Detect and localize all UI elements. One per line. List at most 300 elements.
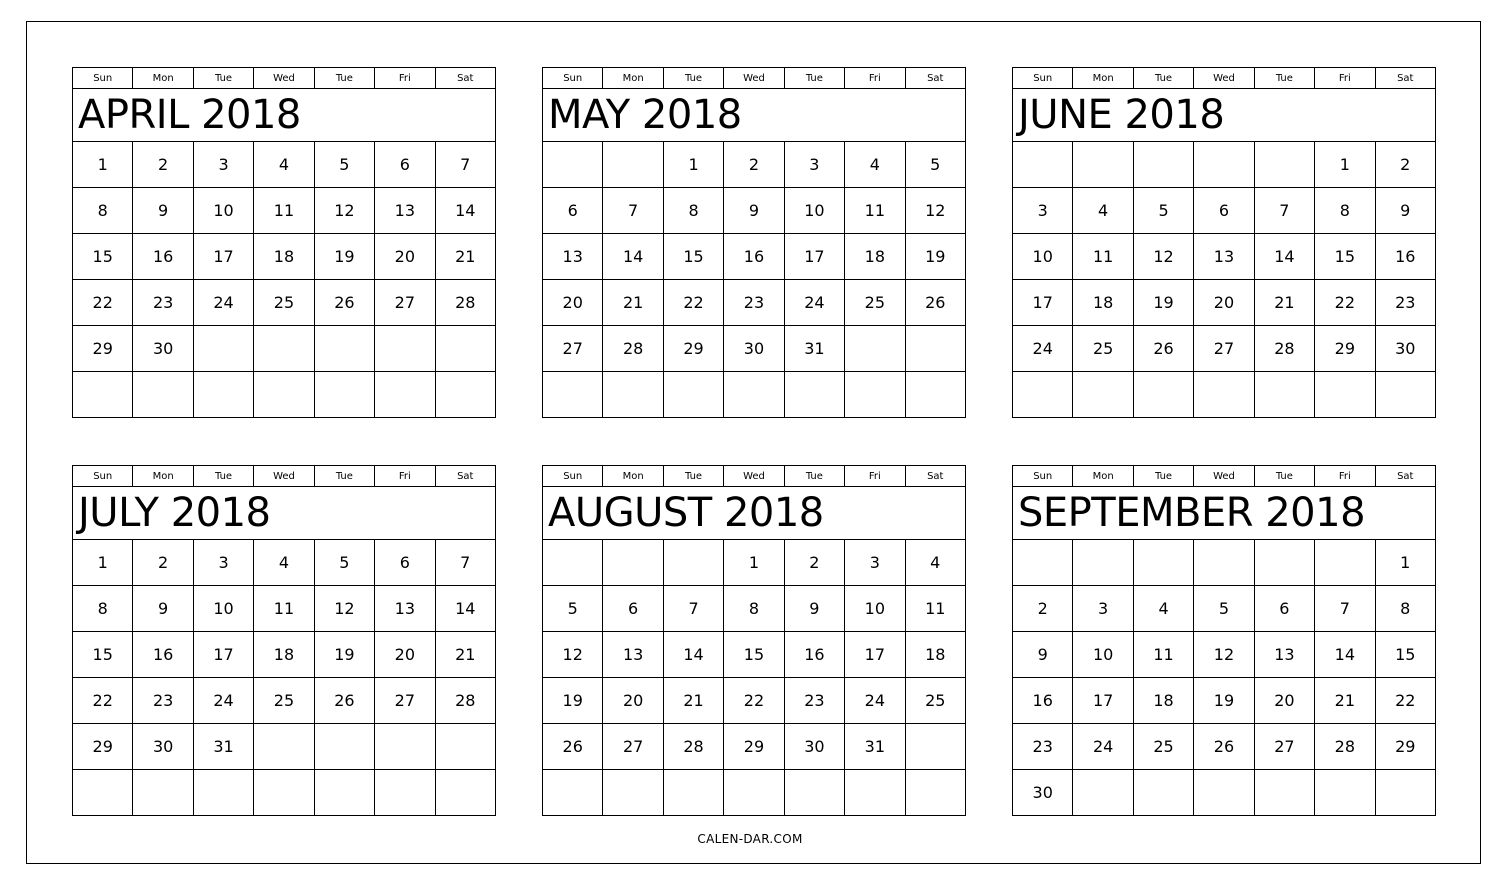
day-cell [663, 540, 723, 586]
week-row [1013, 372, 1436, 418]
week-row [543, 724, 966, 770]
weekday-header: Mon [133, 68, 193, 89]
day-cell: 24 [193, 678, 253, 724]
weekday-header: Tue [784, 466, 844, 487]
day-cell: 21 [435, 234, 495, 280]
footer-site-name: CALEN-DAR.COM [697, 832, 803, 846]
weekday-header-row [543, 466, 966, 487]
day-cell: 16 [1013, 678, 1073, 724]
day-cell: 2 [1375, 142, 1435, 188]
week-row [73, 326, 496, 372]
day-cell: 29 [73, 326, 133, 372]
day-cell: 7 [663, 586, 723, 632]
day-cell: 24 [784, 280, 844, 326]
day-cell: 28 [1254, 326, 1314, 372]
day-cell: 17 [845, 632, 905, 678]
month-title: AUGUST 2018 [543, 487, 966, 540]
day-cell: 21 [435, 632, 495, 678]
day-cell: 15 [1315, 234, 1375, 280]
weekday-header: Tue [314, 68, 374, 89]
day-cell: 21 [1254, 280, 1314, 326]
day-cell [543, 142, 603, 188]
weekday-header: Tue [193, 466, 253, 487]
day-cell: 27 [375, 280, 435, 326]
day-cell: 12 [905, 188, 965, 234]
weekday-header: Sun [73, 68, 133, 89]
day-cell [845, 770, 905, 816]
day-cell [133, 770, 193, 816]
week-row [543, 188, 966, 234]
day-cell: 31 [845, 724, 905, 770]
day-cell: 8 [1375, 586, 1435, 632]
day-cell: 31 [784, 326, 844, 372]
day-cell [1254, 142, 1314, 188]
day-cell: 5 [314, 540, 374, 586]
weekday-header: Mon [1073, 466, 1133, 487]
day-cell: 22 [663, 280, 723, 326]
day-cell [73, 372, 133, 418]
day-cell: 10 [193, 586, 253, 632]
week-row [543, 326, 966, 372]
day-cell [1194, 540, 1254, 586]
day-cell: 23 [133, 280, 193, 326]
day-cell: 19 [314, 234, 374, 280]
day-cell: 22 [1375, 678, 1435, 724]
day-cell: 30 [1375, 326, 1435, 372]
day-cell [254, 372, 314, 418]
day-cell [663, 372, 723, 418]
day-cell [1315, 372, 1375, 418]
day-cell [435, 372, 495, 418]
weekday-header: Fri [845, 466, 905, 487]
day-cell: 4 [905, 540, 965, 586]
day-cell: 9 [784, 586, 844, 632]
day-cell: 8 [663, 188, 723, 234]
day-cell: 16 [724, 234, 784, 280]
day-cell: 24 [845, 678, 905, 724]
day-cell: 13 [375, 586, 435, 632]
weekday-header: Sun [73, 466, 133, 487]
day-cell: 19 [314, 632, 374, 678]
day-cell: 7 [603, 188, 663, 234]
day-cell [314, 724, 374, 770]
day-cell [1133, 540, 1193, 586]
day-cell: 29 [1315, 326, 1375, 372]
day-cell: 6 [543, 188, 603, 234]
day-cell: 22 [73, 678, 133, 724]
day-cell: 13 [543, 234, 603, 280]
day-cell: 5 [543, 586, 603, 632]
day-cell: 5 [1194, 586, 1254, 632]
day-cell: 5 [314, 142, 374, 188]
week-row [1013, 678, 1436, 724]
day-cell: 2 [133, 142, 193, 188]
day-cell [1194, 770, 1254, 816]
day-cell [845, 372, 905, 418]
weekday-header: Tue [663, 466, 723, 487]
day-cell [254, 724, 314, 770]
day-cell [435, 326, 495, 372]
day-cell: 29 [724, 724, 784, 770]
day-cell: 30 [133, 724, 193, 770]
day-cell [1194, 372, 1254, 418]
day-cell: 27 [543, 326, 603, 372]
month-grid [1012, 465, 1436, 816]
day-cell: 4 [254, 540, 314, 586]
day-cell: 14 [1254, 234, 1314, 280]
month-title: APRIL 2018 [73, 89, 496, 142]
day-cell: 4 [254, 142, 314, 188]
day-cell: 27 [375, 678, 435, 724]
day-cell [375, 372, 435, 418]
week-row [1013, 632, 1436, 678]
day-cell: 3 [845, 540, 905, 586]
day-cell: 13 [603, 632, 663, 678]
day-cell: 28 [663, 724, 723, 770]
day-cell: 28 [1315, 724, 1375, 770]
day-cell: 3 [193, 142, 253, 188]
week-row [1013, 540, 1436, 586]
day-cell: 24 [193, 280, 253, 326]
day-cell: 17 [1073, 678, 1133, 724]
day-cell: 1 [73, 540, 133, 586]
day-cell: 5 [1133, 188, 1193, 234]
day-cell: 15 [724, 632, 784, 678]
day-cell: 15 [663, 234, 723, 280]
day-cell: 18 [254, 632, 314, 678]
week-row [1013, 586, 1436, 632]
weekday-header: Sat [435, 68, 495, 89]
day-cell [784, 372, 844, 418]
week-row [73, 586, 496, 632]
day-cell [1013, 142, 1073, 188]
week-row [1013, 142, 1436, 188]
day-cell: 6 [603, 586, 663, 632]
day-cell: 17 [193, 632, 253, 678]
day-cell: 25 [254, 280, 314, 326]
weekday-header: Sun [1013, 68, 1073, 89]
day-cell: 26 [314, 678, 374, 724]
day-cell: 28 [435, 280, 495, 326]
day-cell [1073, 372, 1133, 418]
day-cell: 16 [784, 632, 844, 678]
month-title: MAY 2018 [543, 89, 966, 142]
day-cell: 22 [1315, 280, 1375, 326]
weekday-header: Sat [905, 68, 965, 89]
day-cell: 9 [133, 586, 193, 632]
day-cell [1315, 770, 1375, 816]
day-cell: 4 [845, 142, 905, 188]
day-cell: 2 [133, 540, 193, 586]
week-row [1013, 280, 1436, 326]
day-cell [603, 770, 663, 816]
day-cell [1375, 372, 1435, 418]
day-cell: 20 [1194, 280, 1254, 326]
day-cell: 25 [254, 678, 314, 724]
day-cell: 29 [663, 326, 723, 372]
day-cell: 1 [73, 142, 133, 188]
week-row [73, 724, 496, 770]
weekday-header: Sat [1375, 68, 1435, 89]
day-cell [603, 142, 663, 188]
day-cell: 27 [1254, 724, 1314, 770]
day-cell: 21 [1315, 678, 1375, 724]
day-cell: 10 [845, 586, 905, 632]
day-cell [724, 770, 784, 816]
day-cell: 28 [603, 326, 663, 372]
month-grid [1012, 67, 1436, 418]
day-cell [1073, 770, 1133, 816]
day-cell: 3 [1013, 188, 1073, 234]
day-cell: 1 [1375, 540, 1435, 586]
day-cell: 24 [1073, 724, 1133, 770]
day-cell: 23 [724, 280, 784, 326]
day-cell [435, 770, 495, 816]
day-cell: 20 [375, 632, 435, 678]
day-cell: 23 [784, 678, 844, 724]
day-cell: 10 [193, 188, 253, 234]
day-cell: 2 [784, 540, 844, 586]
day-cell: 14 [435, 188, 495, 234]
day-cell: 12 [1194, 632, 1254, 678]
day-cell: 22 [724, 678, 784, 724]
day-cell: 10 [1013, 234, 1073, 280]
calendar-may-2018 [542, 67, 966, 418]
week-row [73, 770, 496, 816]
day-cell: 25 [1133, 724, 1193, 770]
day-cell [133, 372, 193, 418]
weekday-header-row [1013, 466, 1436, 487]
day-cell [375, 724, 435, 770]
day-cell: 19 [1194, 678, 1254, 724]
day-cell [1254, 372, 1314, 418]
day-cell: 13 [1254, 632, 1314, 678]
week-row [73, 632, 496, 678]
day-cell [1013, 372, 1073, 418]
week-row [543, 280, 966, 326]
day-cell: 30 [133, 326, 193, 372]
day-cell: 20 [603, 678, 663, 724]
day-cell: 29 [73, 724, 133, 770]
week-row [543, 586, 966, 632]
day-cell: 4 [1073, 188, 1133, 234]
day-cell [375, 326, 435, 372]
weekday-header-row [73, 68, 496, 89]
weekday-header: Sat [1375, 466, 1435, 487]
day-cell: 15 [73, 234, 133, 280]
day-cell: 14 [435, 586, 495, 632]
weekday-header: Sun [543, 466, 603, 487]
weekday-header: Fri [375, 68, 435, 89]
weekday-header: Fri [1315, 466, 1375, 487]
day-cell: 26 [314, 280, 374, 326]
day-cell: 11 [1073, 234, 1133, 280]
day-cell [603, 540, 663, 586]
day-cell: 22 [73, 280, 133, 326]
day-cell: 19 [543, 678, 603, 724]
day-cell: 23 [1013, 724, 1073, 770]
day-cell [314, 326, 374, 372]
day-cell: 1 [1315, 142, 1375, 188]
day-cell: 5 [905, 142, 965, 188]
day-cell: 11 [254, 188, 314, 234]
month-grid [542, 465, 966, 816]
day-cell [193, 326, 253, 372]
weekday-header: Tue [1133, 466, 1193, 487]
day-cell: 12 [314, 188, 374, 234]
day-cell: 11 [254, 586, 314, 632]
month-title: JUNE 2018 [1013, 89, 1436, 142]
calendar-april-2018 [72, 67, 496, 418]
day-cell: 10 [1073, 632, 1133, 678]
day-cell: 13 [375, 188, 435, 234]
day-cell: 15 [1375, 632, 1435, 678]
weekday-header: Mon [603, 466, 663, 487]
weekday-header: Fri [845, 68, 905, 89]
day-cell [254, 326, 314, 372]
day-cell [1194, 142, 1254, 188]
day-cell: 17 [1013, 280, 1073, 326]
day-cell [905, 372, 965, 418]
week-row [1013, 188, 1436, 234]
day-cell [375, 770, 435, 816]
weekday-header: Wed [724, 68, 784, 89]
day-cell [724, 372, 784, 418]
day-cell: 19 [1133, 280, 1193, 326]
day-cell: 14 [603, 234, 663, 280]
month-grid [72, 465, 496, 816]
weekday-header: Tue [1133, 68, 1193, 89]
day-cell: 3 [193, 540, 253, 586]
month-title: JULY 2018 [73, 487, 496, 540]
calendar-june-2018 [1012, 67, 1436, 418]
day-cell: 9 [133, 188, 193, 234]
day-cell: 17 [784, 234, 844, 280]
week-row [543, 372, 966, 418]
day-cell: 24 [1013, 326, 1073, 372]
day-cell: 6 [1194, 188, 1254, 234]
day-cell: 18 [845, 234, 905, 280]
day-cell: 10 [784, 188, 844, 234]
day-cell [1133, 372, 1193, 418]
day-cell: 2 [1013, 586, 1073, 632]
week-row [1013, 724, 1436, 770]
day-cell: 6 [375, 540, 435, 586]
day-cell: 26 [543, 724, 603, 770]
day-cell [314, 372, 374, 418]
weekday-header-row [543, 68, 966, 89]
day-cell: 25 [905, 678, 965, 724]
day-cell: 25 [1073, 326, 1133, 372]
week-row [73, 372, 496, 418]
day-cell [603, 372, 663, 418]
day-cell: 16 [133, 234, 193, 280]
weekday-header: Wed [1194, 68, 1254, 89]
day-cell: 31 [193, 724, 253, 770]
day-cell: 29 [1375, 724, 1435, 770]
day-cell [1375, 770, 1435, 816]
day-cell: 15 [73, 632, 133, 678]
day-cell: 26 [1194, 724, 1254, 770]
month-grid [72, 67, 496, 418]
day-cell: 8 [724, 586, 784, 632]
day-cell: 9 [1375, 188, 1435, 234]
weekday-header: Fri [375, 466, 435, 487]
day-cell: 11 [845, 188, 905, 234]
day-cell: 19 [905, 234, 965, 280]
day-cell [663, 770, 723, 816]
day-cell: 26 [905, 280, 965, 326]
day-cell [543, 372, 603, 418]
day-cell [905, 326, 965, 372]
day-cell [1013, 540, 1073, 586]
day-cell: 28 [435, 678, 495, 724]
day-cell [254, 770, 314, 816]
weekday-header: Tue [1254, 466, 1314, 487]
day-cell [1315, 540, 1375, 586]
week-row [543, 632, 966, 678]
weekday-header: Tue [1254, 68, 1314, 89]
day-cell [1133, 770, 1193, 816]
weekday-header: Mon [603, 68, 663, 89]
day-cell: 3 [1073, 586, 1133, 632]
day-cell [784, 770, 844, 816]
day-cell: 18 [254, 234, 314, 280]
day-cell: 3 [784, 142, 844, 188]
day-cell [435, 724, 495, 770]
day-cell [905, 724, 965, 770]
weekday-header-row [1013, 68, 1436, 89]
day-cell: 6 [375, 142, 435, 188]
week-row [543, 678, 966, 724]
day-cell: 14 [1315, 632, 1375, 678]
week-row [73, 188, 496, 234]
day-cell: 1 [663, 142, 723, 188]
day-cell: 4 [1133, 586, 1193, 632]
day-cell: 6 [1254, 586, 1314, 632]
day-cell: 12 [543, 632, 603, 678]
week-row [1013, 234, 1436, 280]
day-cell: 30 [724, 326, 784, 372]
day-cell: 11 [1133, 632, 1193, 678]
weekday-header: Tue [784, 68, 844, 89]
day-cell: 27 [1194, 326, 1254, 372]
weekday-header: Wed [254, 466, 314, 487]
calendar-july-2018 [72, 465, 496, 816]
day-cell: 8 [1315, 188, 1375, 234]
weekday-header: Mon [133, 466, 193, 487]
day-cell: 30 [1013, 770, 1073, 816]
week-row [73, 540, 496, 586]
day-cell [193, 770, 253, 816]
weekday-header: Wed [1194, 466, 1254, 487]
calendar-august-2018 [542, 465, 966, 816]
calendar-september-2018 [1012, 465, 1436, 816]
day-cell: 12 [314, 586, 374, 632]
weekday-header: Wed [254, 68, 314, 89]
day-cell: 21 [603, 280, 663, 326]
day-cell: 18 [1073, 280, 1133, 326]
day-cell: 12 [1133, 234, 1193, 280]
day-cell: 11 [905, 586, 965, 632]
day-cell [845, 326, 905, 372]
weekday-header: Tue [314, 466, 374, 487]
weekday-header: Sat [435, 466, 495, 487]
day-cell: 20 [543, 280, 603, 326]
day-cell [193, 372, 253, 418]
day-cell [1073, 540, 1133, 586]
weekday-header: Sun [543, 68, 603, 89]
